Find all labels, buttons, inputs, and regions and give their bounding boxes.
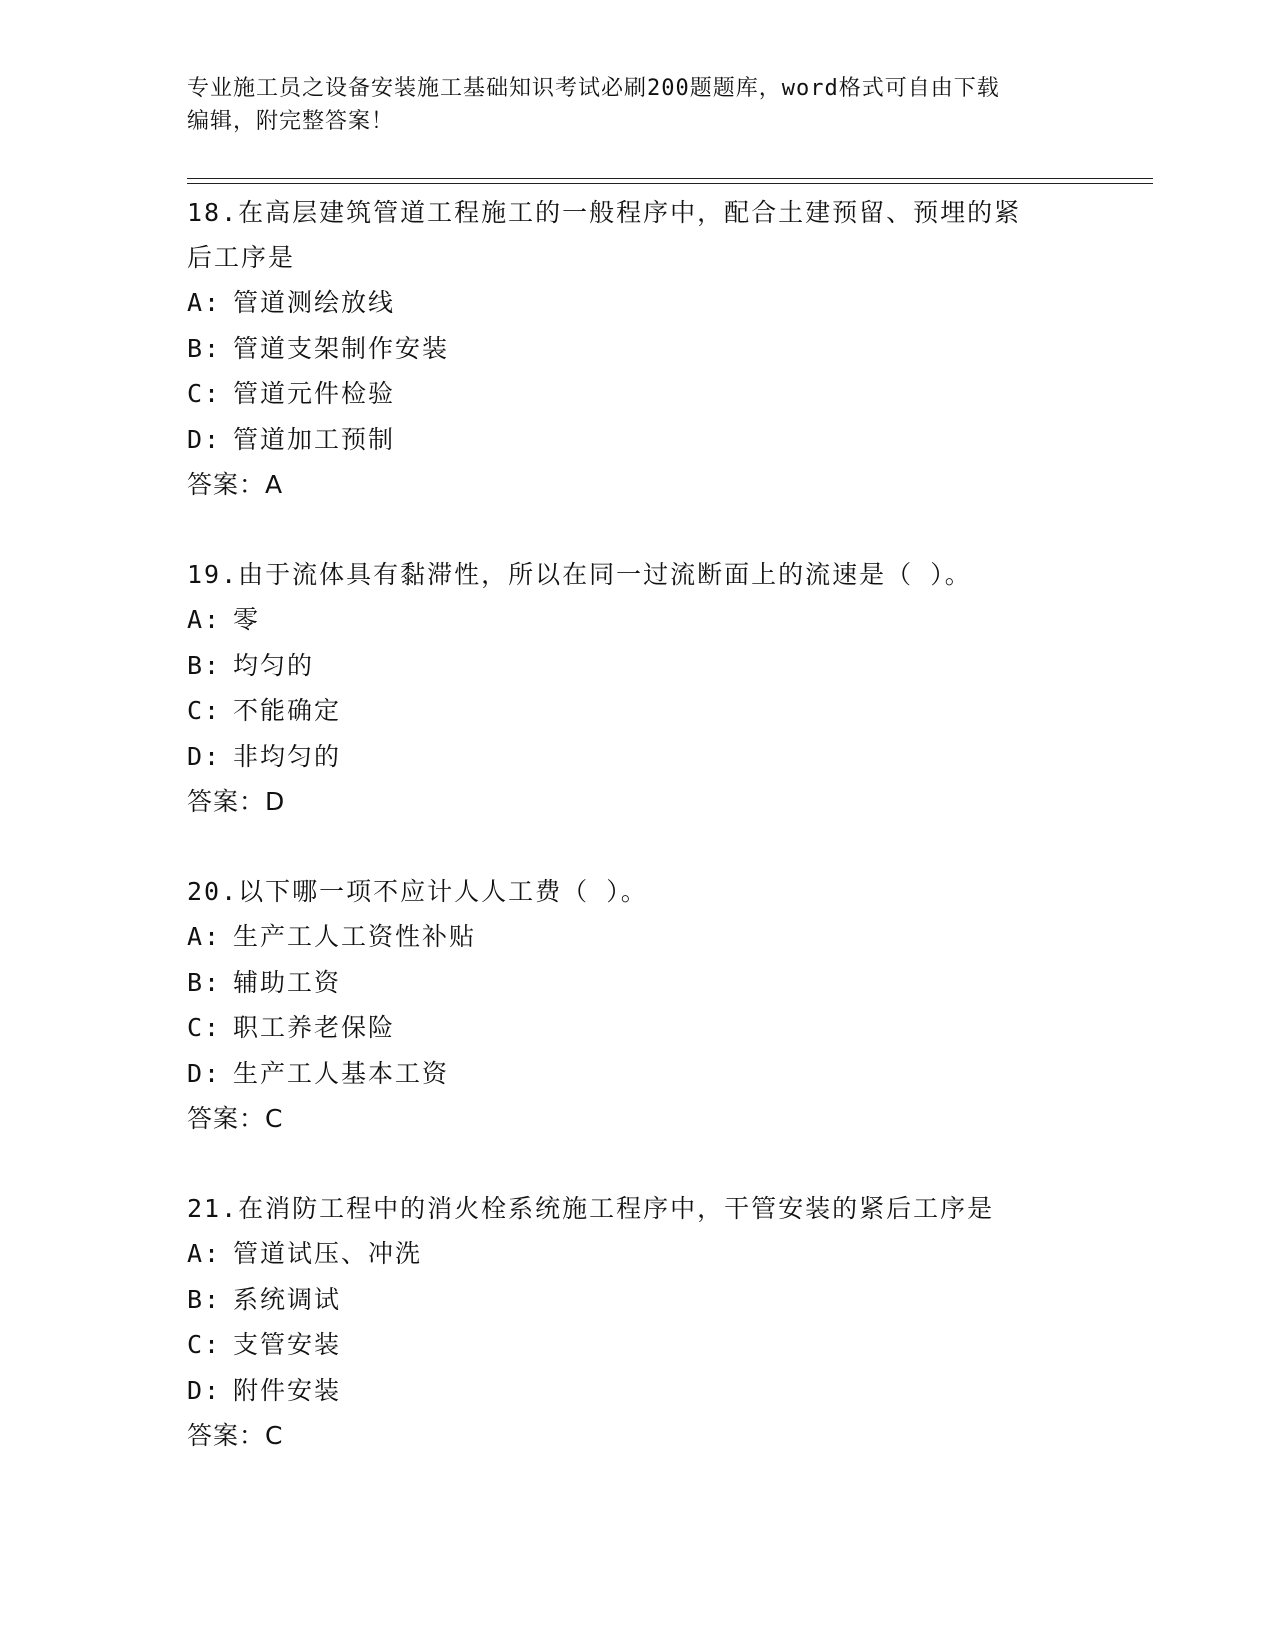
question-20 [187, 869, 1067, 1141]
option-d [187, 734, 1067, 780]
header-divider-top [187, 178, 1153, 179]
question-18 [187, 190, 1067, 507]
option-text: 零 [233, 605, 261, 634]
option-text: 不能确定 [233, 696, 342, 725]
option-text: 生产工人工资性补贴 [233, 922, 477, 951]
option-letter: B: [187, 967, 222, 997]
option-letter: D: [187, 1375, 222, 1405]
option-b [187, 960, 1067, 1006]
question-list [187, 190, 1067, 1458]
option-c [187, 688, 1067, 734]
option-letter: A: [187, 605, 222, 634]
option-d [187, 1368, 1067, 1414]
option-b [187, 643, 1067, 689]
option-a [187, 1231, 1067, 1277]
option-c [187, 1005, 1067, 1051]
option-letter: B: [187, 650, 222, 680]
option-text: 职工养老保险 [233, 1013, 396, 1042]
option-a [187, 280, 1067, 326]
option-letter: A: [187, 288, 222, 317]
option-letter: C: [187, 379, 222, 408]
option-letter: C: [187, 1013, 222, 1042]
option-text: 管道测绘放线 [233, 288, 396, 317]
question-stem: 21.在消防工程中的消火栓系统施工程序中，干管安装的紧后工序是 [187, 1194, 995, 1223]
option-text: 系统调试 [233, 1284, 342, 1314]
answer-line: 答案：C [187, 1421, 284, 1450]
option-letter: D: [187, 741, 222, 771]
option-letter: A: [187, 922, 222, 951]
option-d [187, 417, 1067, 463]
option-text: 均匀的 [233, 650, 315, 680]
option-text: 管道支架制作安装 [233, 333, 450, 363]
option-a [187, 914, 1067, 960]
option-b [187, 1277, 1067, 1323]
header-divider-bottom [187, 183, 1153, 184]
option-letter: C: [187, 1330, 222, 1359]
question-21 [187, 1186, 1067, 1458]
option-c [187, 1322, 1067, 1368]
header-line-1: 专业施工员之设备安装施工基础知识考试必刷200题题库，word格式可自由下载 [187, 76, 1000, 101]
option-letter: D: [187, 424, 222, 454]
option-text: 管道加工预制 [233, 424, 396, 454]
question-stem: 18.在高层建筑管道工程施工的一般程序中，配合土建预留、预埋的紧 [187, 198, 1022, 227]
option-letter: C: [187, 696, 222, 725]
option-text: 附件安装 [233, 1375, 342, 1405]
question-19 [187, 552, 1067, 824]
option-text: 生产工人基本工资 [233, 1058, 450, 1088]
option-b [187, 326, 1067, 372]
option-c [187, 371, 1067, 417]
question-stem: 19.由于流体具有黏滞性，所以在同一过流断面上的流速是（ ）。 [187, 560, 972, 589]
option-text: 管道元件检验 [233, 379, 396, 408]
option-text: 管道试压、冲洗 [233, 1239, 423, 1268]
option-a [187, 597, 1067, 643]
header-line-2: 编辑，附完整答案！ [187, 109, 395, 134]
answer-line: 答案：A [187, 470, 284, 499]
option-letter: A: [187, 1239, 222, 1268]
option-letter: B: [187, 1284, 222, 1314]
option-text: 辅助工资 [233, 967, 342, 997]
option-text: 支管安装 [233, 1330, 342, 1359]
option-letter: D: [187, 1058, 222, 1088]
document-header [187, 72, 1067, 138]
answer-line: 答案：D [187, 787, 286, 816]
question-stem-continued: 后工序是 [187, 243, 296, 272]
option-letter: B: [187, 333, 222, 363]
option-text: 非均匀的 [233, 741, 342, 771]
option-d [187, 1051, 1067, 1097]
answer-line: 答案：C [187, 1104, 284, 1133]
question-stem: 20.以下哪一项不应计人人工费（ ）。 [187, 877, 648, 906]
